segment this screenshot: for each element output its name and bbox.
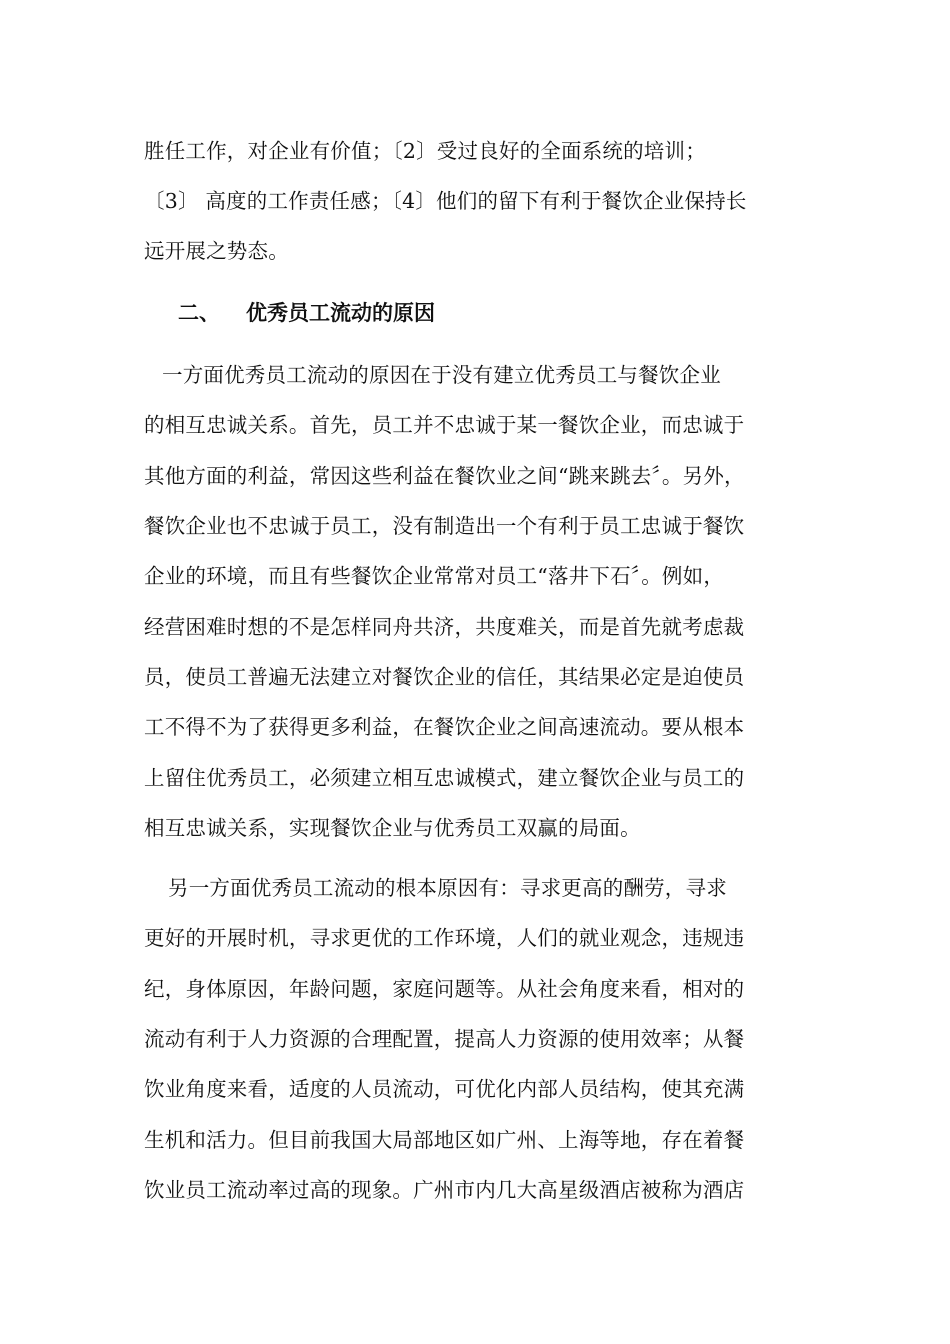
- text-line: 经营困难时想的不是怎样同舟共济，共度难关，而是首先就考虑裁: [144, 615, 745, 639]
- text-line: 远开展之势态。: [144, 239, 289, 263]
- text-line: 生机和活力。但目前我国大局部地区如广州、上海等地，存在着餐: [144, 1128, 745, 1152]
- text-line: 员，使员工普遍无法建立对餐饮企业的信任，其结果必定是迫使员: [144, 665, 745, 689]
- text-line: 的相互忠诚关系。首先，员工并不忠诚于某一餐饮企业，而忠诚于: [144, 413, 745, 437]
- text-line: 一方面优秀员工流动的原因在于没有建立优秀员工与餐饮企业: [162, 363, 721, 387]
- section-number: 二、: [178, 301, 220, 325]
- text-line: 相互忠诚关系，实现餐饮企业与优秀员工双赢的局面。: [144, 816, 641, 840]
- text-line: 另一方面优秀员工流动的根本原因有：寻求更高的酬劳，寻求: [168, 876, 727, 900]
- text-line: 其他方面的利益，常因这些利益在餐饮业之间“跳来跳去〞。另外，: [144, 464, 745, 488]
- text-line: 〔3〕 高度的工作责任感；〔4〕他们的留下有利于餐饮企业保持长: [144, 189, 747, 213]
- text-line: 工不得不为了获得更多利益，在餐饮企业之间高速流动。要从根本: [144, 715, 745, 739]
- text-line: 餐饮企业也不忠诚于员工，没有制造出一个有利于员工忠诚于餐饮: [144, 514, 745, 538]
- text-line: 流动有利于人力资源的合理配置，提高人力资源的使用效率；从餐: [144, 1027, 745, 1051]
- section-heading: [178, 298, 435, 328]
- section-title: 优秀员工流动的原因: [246, 301, 435, 325]
- text-line: 胜任工作，对企业有价值；〔2〕受过良好的全面系统的培训；: [144, 139, 706, 163]
- text-line: 饮业员工流动率过高的现象。广州市内几大高星级酒店被称为酒店: [144, 1178, 745, 1202]
- text-line: 更好的开展时机，寻求更优的工作环境，人们的就业观念，违规违: [144, 926, 745, 950]
- text-line: 饮业角度来看，适度的人员流动，可优化内部人员结构，使其充满: [144, 1077, 745, 1101]
- text-line: 上留住优秀员工，必须建立相互忠诚模式，建立餐饮企业与员工的: [144, 766, 745, 790]
- text-line: 纪，身体原因，年龄问题，家庭问题等。从社会角度来看，相对的: [144, 977, 745, 1001]
- text-line: 企业的环境，而且有些餐饮企业常常对员工“落井下石〞。例如，: [144, 564, 725, 588]
